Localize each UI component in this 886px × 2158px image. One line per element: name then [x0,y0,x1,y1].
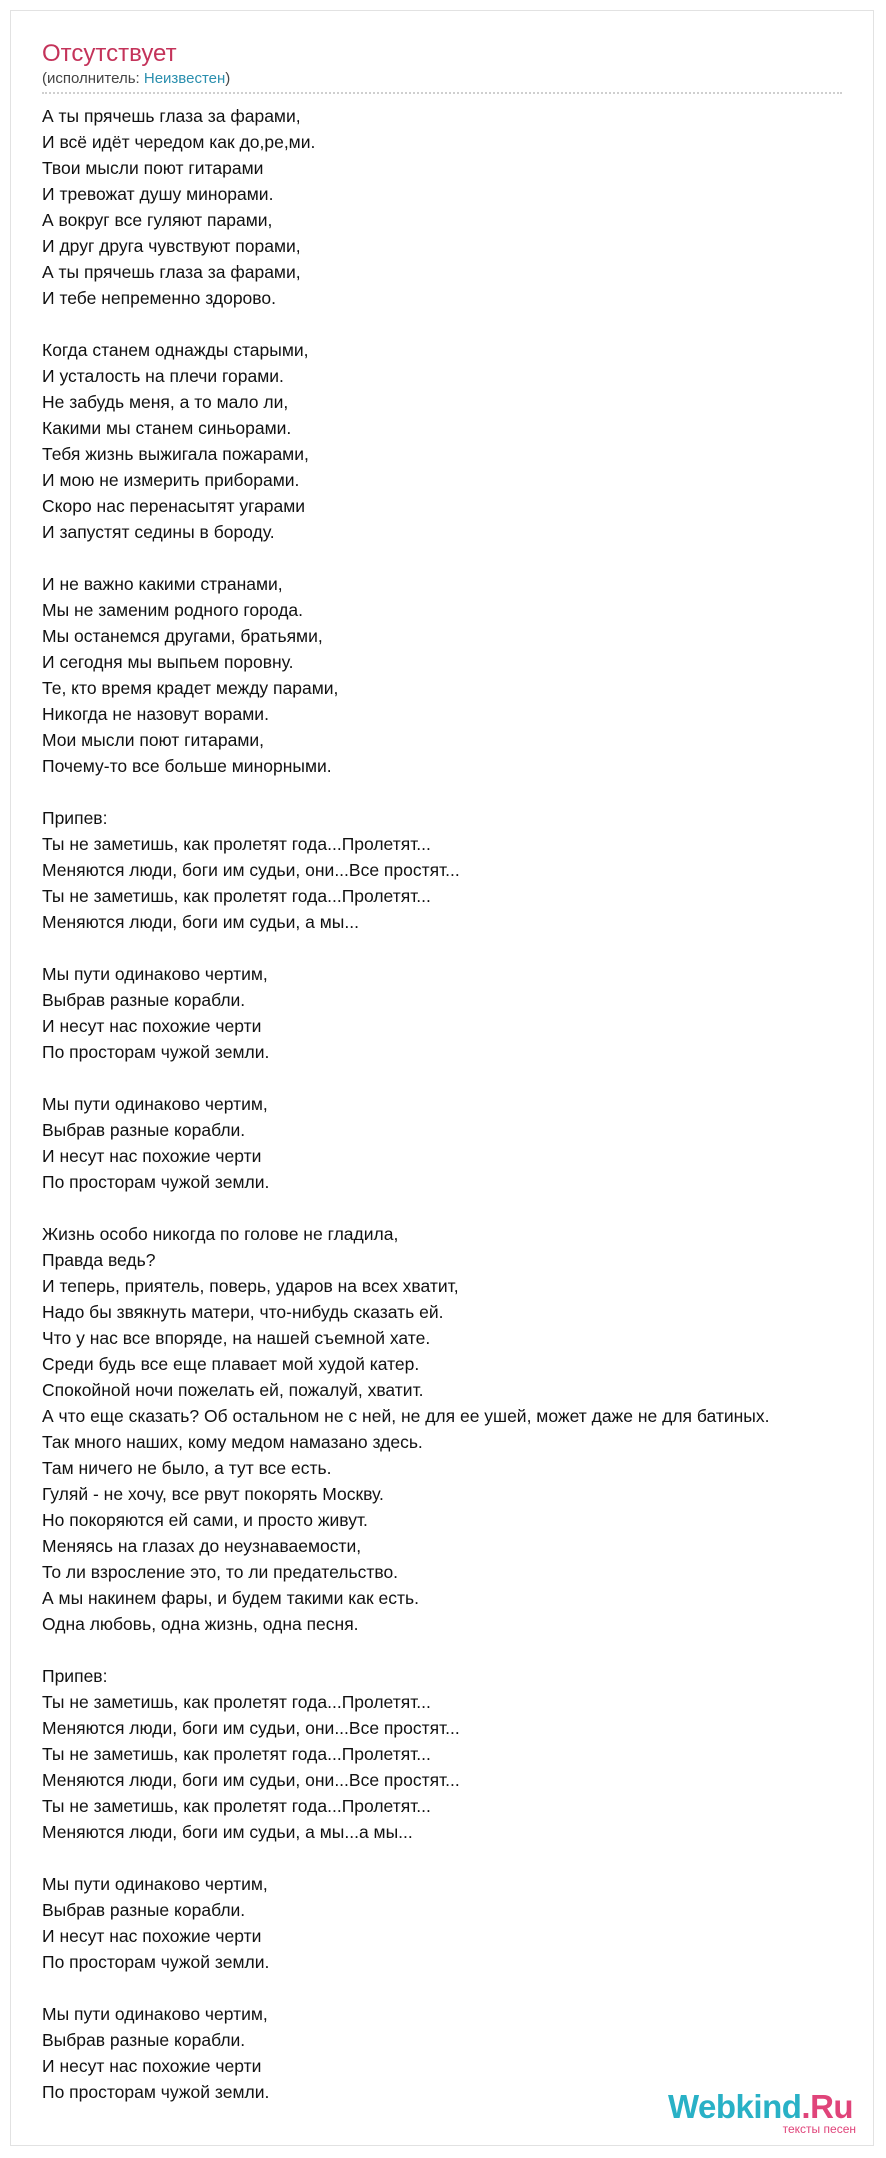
artist-line [42,70,842,88]
lyrics-line: И тревожат душу минорами. [42,184,274,204]
lyrics-line: А вокруг все гуляют парами, [42,210,273,230]
lyrics-blank-line [42,1065,770,1091]
lyrics-blank-line [42,311,770,337]
lyrics-line: А мы накинем фары, и будем такими как есть. [42,1588,419,1608]
artist-suffix: ) [225,70,231,87]
lyrics-line: Никогда не назовут ворами. [42,704,269,724]
lyrics-line: Мои мысли поют гитарами, [42,730,265,750]
lyrics-line: Меняются люди, боги им судьи, они...Все простят... [42,1718,460,1738]
lyrics-blank-line [42,1195,770,1221]
lyrics-line: Но покоряются ей сами, и просто живут. [42,1510,368,1530]
lyrics-line: А ты прячешь глаза за фарами, [42,262,301,282]
lyrics-line: Ты не заметишь, как пролетят года...Пролетят... [42,886,431,906]
lyrics-line: И теперь, приятель, поверь, ударов на всех хватит, [42,1276,459,1296]
lyrics-line: Мы останемся другами, братьями, [42,626,323,646]
lyrics-line: Спокойной ночи пожелать ей, пожалуй, хватит. [42,1380,424,1400]
lyrics-line: Те, кто время крадет между парами, [42,678,339,698]
lyrics-blank-line [42,1637,770,1663]
lyrics-line: Тебя жизнь выжигала пожарами, [42,444,309,464]
lyrics-text [42,103,770,2105]
lyrics-line: По просторам чужой земли. [42,1042,270,1062]
lyrics-line: Ты не заметишь, как пролетят года...Пролетят... [42,1796,431,1816]
lyrics-line: То ли взросление это, то ли предательство. [42,1562,399,1582]
artist-link[interactable]: Неизвестен [143,70,226,87]
lyrics-line: Одна любовь, одна жизнь, одна песня. [42,1614,359,1634]
song-header [42,40,842,88]
lyrics-line: Среди будь все еще плавает мой худой катер. [42,1354,420,1374]
webkind-logo[interactable] [668,2088,858,2138]
lyrics-line: И тебе непременно здорово. [42,288,276,308]
lyrics-line: Выбрав разные корабли. [42,1120,246,1140]
lyrics-line: А ты прячешь глаза за фарами, [42,106,301,126]
lyrics-line: Ты не заметишь, как пролетят года...Пролетят... [42,1744,431,1764]
lyrics-line: Что у нас все впоряде, на нашей съемной хате. [42,1328,431,1348]
lyrics-line: Выбрав разные корабли. [42,1900,246,1920]
lyrics-line: Меняясь на глазах до неузнаваемости, [42,1536,362,1556]
lyrics-line: И несут нас похожие черти [42,1926,262,1946]
lyrics-line: Твои мысли поют гитарами [42,158,264,178]
lyrics-line: Мы пути одинаково чертим, [42,2004,268,2024]
lyrics-line: И сегодня мы выпьем поровну. [42,652,294,672]
lyrics-line: Когда станем однажды старыми, [42,340,309,360]
logo-main-text: Webkind [668,2088,802,2125]
lyrics-line: Меняются люди, боги им судьи, они...Все простят... [42,860,460,880]
logo-wordmark [668,2088,853,2126]
artist-prefix: (исполнитель: [42,70,144,87]
lyrics-line: Почему-то все больше минорными. [42,756,332,776]
lyrics-line: Так много наших, кому медом намазано здесь. [42,1432,423,1452]
lyrics-line: Ты не заметишь, как пролетят года...Пролетят... [42,1692,431,1712]
lyrics-line: И несут нас похожие черти [42,1016,262,1036]
lyrics-line: Скоро нас перенасытят угарами [42,496,306,516]
lyrics-line: Жизнь особо никогда по голове не гладила, [42,1224,399,1244]
lyrics-blank-line [42,545,770,571]
lyrics-blank-line [42,935,770,961]
lyrics-line: И несут нас похожие черти [42,1146,262,1166]
lyrics-line: Меняются люди, боги им судьи, они...Все простят... [42,1770,460,1790]
lyrics-line: А что еще сказать? Об остальном не с ней, не для ее ушей, может даже не для батиных. [42,1406,770,1426]
lyrics-line: Меняются люди, боги им судьи, а мы...а мы... [42,1822,413,1842]
header-divider [42,92,842,94]
lyrics-line: Ты не заметишь, как пролетят года...Пролетят... [42,834,431,854]
lyrics-line: Мы пути одинаково чертим, [42,1094,268,1114]
lyrics-line: Там ничего не было, а тут все есть. [42,1458,332,1478]
lyrics-line: И усталость на плечи горами. [42,366,284,386]
lyrics-line: По просторам чужой земли. [42,2082,270,2102]
lyrics-line: Выбрав разные корабли. [42,990,246,1010]
lyrics-blank-line [42,1845,770,1871]
lyrics-line: Не забудь меня, а то мало ли, [42,392,289,412]
lyrics-line: Припев: [42,808,108,828]
lyrics-line: Меняются люди, боги им судьи, а мы... [42,912,359,932]
lyrics-line: Мы пути одинаково чертим, [42,964,268,984]
lyrics-line: Мы пути одинаково чертим, [42,1874,268,1894]
logo-suffix: .Ru [801,2088,854,2125]
lyrics-blank-line [42,1975,770,2001]
lyrics-line: Гуляй - не хочу, все рвут покорять Москву. [42,1484,384,1504]
lyrics-line: Припев: [42,1666,108,1686]
lyrics-line: Какими мы станем синьорами. [42,418,292,438]
lyrics-line: И друг друга чувствуют порами, [42,236,301,256]
lyrics-line: И мою не измерить приборами. [42,470,300,490]
lyrics-line: Надо бы звякнуть матери, что-нибудь сказать ей. [42,1302,444,1322]
lyrics-line: По просторам чужой земли. [42,1172,270,1192]
logo-tagline: тексты песен [782,2122,856,2136]
song-title: Отсутствует [42,40,177,67]
lyrics-blank-line [42,779,770,805]
lyrics-line: И всё идёт чередом как до,ре,ми. [42,132,316,152]
lyrics-line: Выбрав разные корабли. [42,2030,246,2050]
lyrics-line: И не важно какими странами, [42,574,283,594]
lyrics-line: И запустят седины в бороду. [42,522,275,542]
lyrics-line: И несут нас похожие черти [42,2056,262,2076]
lyrics-line: По просторам чужой земли. [42,1952,270,1972]
lyrics-line: Правда ведь? [42,1250,156,1270]
lyrics-line: Мы не заменим родного города. [42,600,304,620]
